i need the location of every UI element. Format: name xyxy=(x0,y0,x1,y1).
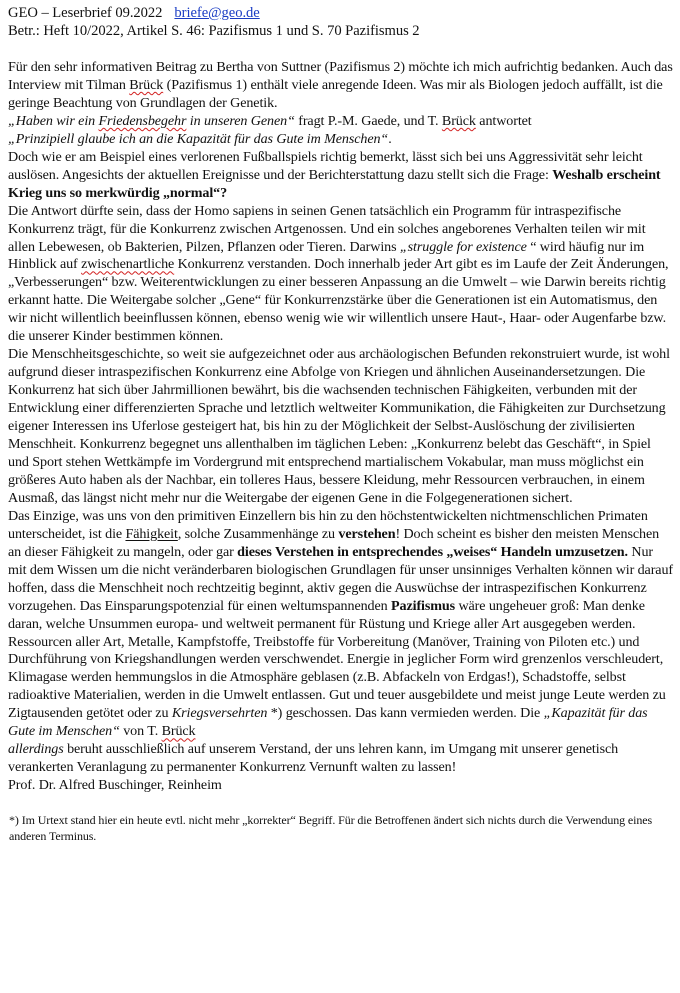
subject-line: Betr.: Heft 10/2022, Artikel S. 46: Pazifismus 1 und S. 70 Pazifismus 2 xyxy=(8,23,420,39)
footnote: *) Im Urtext stand hier ein heute evtl. nicht mehr „korrekter“ Begriff. Für die Betroffenen ändert sich nichts durch die Verwendung eines anderen Terminus. xyxy=(9,813,653,844)
letter-header xyxy=(8,4,673,40)
signature: Prof. Dr. Alfred Buschinger, Reinheim xyxy=(8,777,222,794)
quote-darwin: „struggle for existence xyxy=(399,238,527,255)
paragraph-3: Das Einzige, was uns von den primitiven Einzellern bis hin zu den höchstentwickelten nichtmenschlichen Primaten unterscheidet, ist die Fähigkeit, solche Zusammenhänge zu verstehen! Doch scheint es bisher den meisten Menschen an dieser Fähigkeit zu mangeln, oder gar dieses Verstehen in entsprechendes „weises“ Handeln umzusetzen. Nur mit dem Wissen um die nicht veränderbaren biologischen Grundlagen für unser unsinniges Verhalten können wir darauf hoffen, dass die Menschheit noch rechtzeitig beginnt, aktiv gegen die Auswüchse der intraspezifischen Konkurrenz vorzugehen. Das Einsparungspotenzial für einen weltumspannenden Pazifismus wäre ungeheuer groß: Man denke daran, welche Unsummen europa- und weltweit permanent für Rüstung und Kriege aller Art ausgegeben werden. Ressourcen aller Art, Metalle, Kampfstoffe, Treibstoffe für Vorbereitung (Manöver, Training von Piloten etc.) und Durchführung von Kriegshandlungen werden verschwendet. Energie in jeglicher Form wird grenzenlos verschleudert, Klimagase werden hemmungslos in die Atmosphäre geblasen (z.B. Abfackeln von Erdgas!), Schadstoffe, selbst radioaktive Materialien, werden in die Umwelt entlassen. Gut und teuer ausgebildete und meist junge Leute werden zu Zigtausenden getötet oder zu Kriegsversehrten *) geschossen. Das kann vermieden werden. Die „Kapazität für das Gute im Menschen“ von T. Brück allerdings beruht ausschließlich auf unserem Verstand, der uns lehren kann, im Umgang mit unserer genetisch verankerten Veranlagung zu permanenter Konkurrenz Vernunft walten zu lassen! xyxy=(8,507,674,776)
email-link[interactable]: briefe@geo.de xyxy=(174,5,260,21)
paragraph-2: Die Menschheitsgeschichte, so weit sie aufgezeichnet oder aus archäologischen Befunden rekonstruiert wurde, ist wohl aufgrund dieser intraspezifischen Konkurrenz eine Abfolge von Kriegen und ähnlichen Auseinandersetzungen. Die Konkurrenz hat sich über Jahrmillionen bewährt, bis die wachsenden technischen Fähigkeiten, verbunden mit der Entwicklung einer differenzierten Sprache und letztlich weltweiter Kommunikation, die Fähigkeiten zur Durchsetzung eigener Interessen ins Uferlose gesteigert hat, bis hin zu der Möglichkeit der Selbst-Auslöschung der zivilisierten Menschheit. Konkurrenz begegnet uns allenthalben im täglichen Leben: „Konkurrenz belebt das Geschäft“, in Spiel und Sport stehen Wettkämpfe im Vordergrund mit entsprechend martialischem Vokabular, man muss möglichst ein größeres Auto haben als der Nachbar, ein tolleres Haus, bessere Kleidung, mehr Ressourcen verbrauchen, in einem Ausmaß, das längst nicht mehr nur die Weitergabe der eigenen Gene in die Folgegenerationen sichert. xyxy=(8,346,670,506)
letter-body xyxy=(8,59,673,795)
header-line-1 xyxy=(8,4,673,22)
quote-gaede: „Haben wir ein Friedensbegehr in unseren Genen“ xyxy=(8,112,295,129)
quote-brueck: „Prinzipiell glaube ich an die Kapazität für das Gute im Menschen“ xyxy=(8,130,389,147)
paragraph-1: Für den sehr informativen Beitrag zu Bertha von Suttner (Pazifismus 2) möchte ich mich aufrichtig bedanken. Auch das Interview mit Tilman Brück (Pazifismus 1) enthält viele anregende Ideen. Was mir als Biologen jedoch auffällt, ist die geringe Beachtung von Grundlagen der Genetik. „Haben wir ein Friedensbegehr in unseren Genen“ fragt P.-M. Gaede, und T. Brück antwortet „Prinzipiell glaube ich an die Kapazität für das Gute im Menschen“. Doch wie er am Beispiel eines verlorenen Fußballspiels richtig bemerkt, lässt sich bei uns Aggressivität sehr leicht auslösen. Angesichts der aktuellen Ereignisse und der Berichterstattung dazu stellt sich die Frage: Weshalb erscheint Krieg uns so merkwürdig „normal“? Die Antwort dürfte sein, dass der Homo sapiens in seinen Genen tatsächlich ein Programm für intraspezifische Konkurrenz trägt, für die Konkurrenz zwischen Artgenossen. Und ein solches angeborenes Verhalten teilen wir mit allen Lebewesen, ob Bakterien, Pilzen, Pflanzen oder Tieren. Darwins „struggle for existence “ wird häufig nur im Hinblick auf zwischenartliche Konkurrenz verstanden. Doch innerhalb jeder Art gibt es im Laufe der Zeit Änderungen, „Verbesserungen“ bzw. Weiterentwicklungen zu einer besseren Anpassung an die Umwelt – wie Darwin bereits richtig erkannt hatte. Die Weitergabe solcher „Gene“ für Konkurrenzstärke über die Generationen ist ein Automatismus, den wir nicht willentlich beeinflussen können, ebenso wenig wie wir willentlich unsere Haut-, Haar- oder Augenfarbe bzw. die unserer Kinder bestimmen können. xyxy=(8,59,673,345)
letter-title: GEO – Leserbrief 09.2022 xyxy=(8,5,163,21)
key-question: Weshalb erscheint Krieg uns so merkwürdig „normal“? xyxy=(8,166,661,201)
